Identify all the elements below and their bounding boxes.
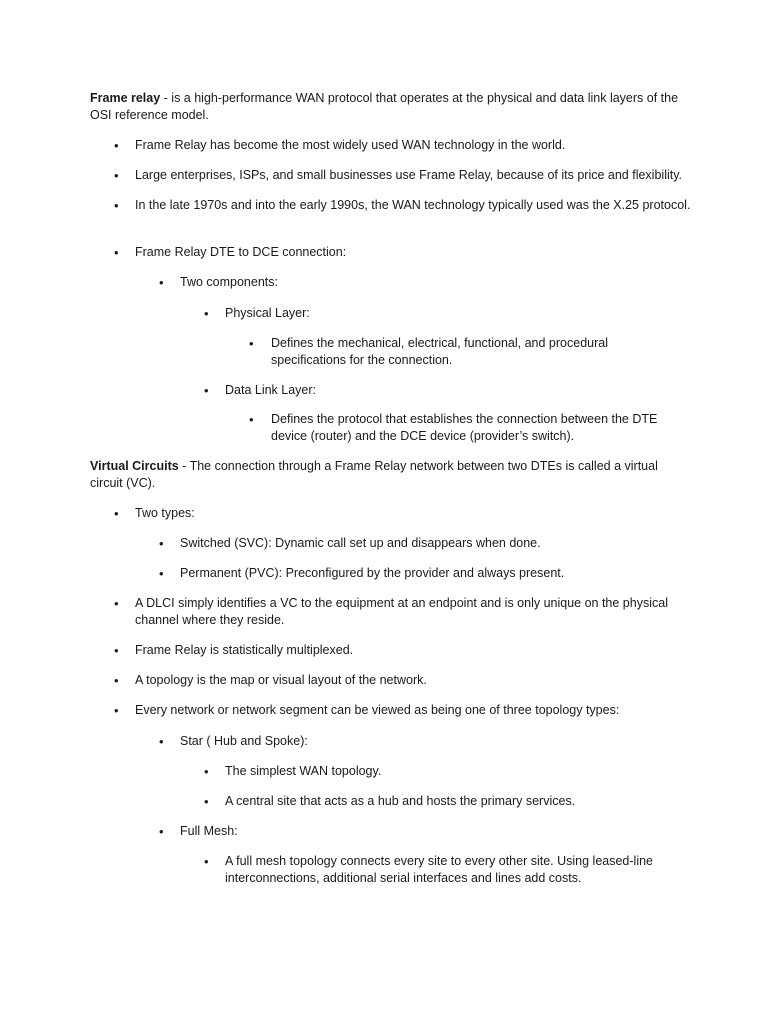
bullet-icon: • xyxy=(114,198,119,213)
virtual-circuits-definition xyxy=(90,458,690,492)
frame-relay-heading: Frame relay xyxy=(90,91,161,105)
bullet-icon: • xyxy=(159,536,164,551)
bullet-icon: • xyxy=(114,168,119,183)
bullet-icon: • xyxy=(204,764,209,779)
list-item-text: Data Link Layer: xyxy=(225,383,317,397)
list-item-text: A DLCI simply identifies a VC to the equipment at an endpoint and is only unique on the physical channel where they reside. xyxy=(135,596,668,627)
bullet-icon: • xyxy=(204,854,209,869)
list-item-text: Every network or network segment can be viewed as being one of three topology types: xyxy=(135,703,620,717)
bullet-icon: • xyxy=(114,138,119,153)
frame-relay-definition xyxy=(90,90,690,124)
bullet-icon: • xyxy=(114,245,119,260)
list-item-text: Frame Relay has become the most widely used WAN technology in the world. xyxy=(135,138,566,152)
list-item-text: The simplest WAN topology. xyxy=(225,764,382,778)
virtual-circuits-heading: Virtual Circuits xyxy=(90,459,179,473)
list-item-text: Defines the protocol that establishes the connection between the DTE device (router) and the DCE device (provider’s switch). xyxy=(271,412,658,443)
bullet-icon: • xyxy=(159,734,164,749)
list-item-text: Star ( Hub and Spoke): xyxy=(180,734,308,748)
list-item-text: A topology is the map or visual layout of the network. xyxy=(135,673,427,687)
bullet-icon: • xyxy=(114,643,119,658)
list-item-text: Two types: xyxy=(135,506,195,520)
list-item-text: Physical Layer: xyxy=(225,306,310,320)
bullet-icon: • xyxy=(114,673,119,688)
list-item-text: Permanent (PVC): Preconfigured by the provider and always present. xyxy=(180,566,565,580)
bullet-icon: • xyxy=(249,412,254,427)
frame-relay-body: - is a high-performance WAN protocol that operates at the physical and data link layers of the OSI reference model. xyxy=(90,91,679,122)
virtual-circuits-body: - The connection through a Frame Relay network between two DTEs is called a virtual circuit (VC). xyxy=(90,459,658,490)
list-item-text: Large enterprises, ISPs, and small businesses use Frame Relay, because of its price and flexibility. xyxy=(135,168,683,182)
bullet-icon: • xyxy=(114,506,119,521)
list-item-text: A full mesh topology connects every site to every other site. Using leased-line interconnections, additional serial interfaces and lines add costs. xyxy=(225,854,653,885)
list-item-text: Full Mesh: xyxy=(180,824,238,838)
list-item-text: Two components: xyxy=(180,275,278,289)
list-item-text: Frame Relay is statistically multiplexed. xyxy=(135,643,354,657)
list-item-text: Switched (SVC): Dynamic call set up and disappears when done. xyxy=(180,536,541,550)
list-item-text: In the late 1970s and into the early 1990s, the WAN technology typically used was the X.25 protocol. xyxy=(135,198,691,212)
list-item-text: Defines the mechanical, electrical, functional, and procedural specifications for the connection. xyxy=(271,336,608,367)
bullet-icon: • xyxy=(159,824,164,839)
bullet-icon: • xyxy=(159,566,164,581)
list-item-text: A central site that acts as a hub and hosts the primary services. xyxy=(225,794,576,808)
bullet-icon: • xyxy=(204,306,209,321)
bullet-icon: • xyxy=(204,383,209,398)
bullet-icon: • xyxy=(159,275,164,290)
bullet-icon: • xyxy=(114,703,119,718)
bullet-icon: • xyxy=(204,794,209,809)
bullet-icon: • xyxy=(114,596,119,611)
list-item-text: Frame Relay DTE to DCE connection: xyxy=(135,245,347,259)
bullet-icon: • xyxy=(249,336,254,351)
